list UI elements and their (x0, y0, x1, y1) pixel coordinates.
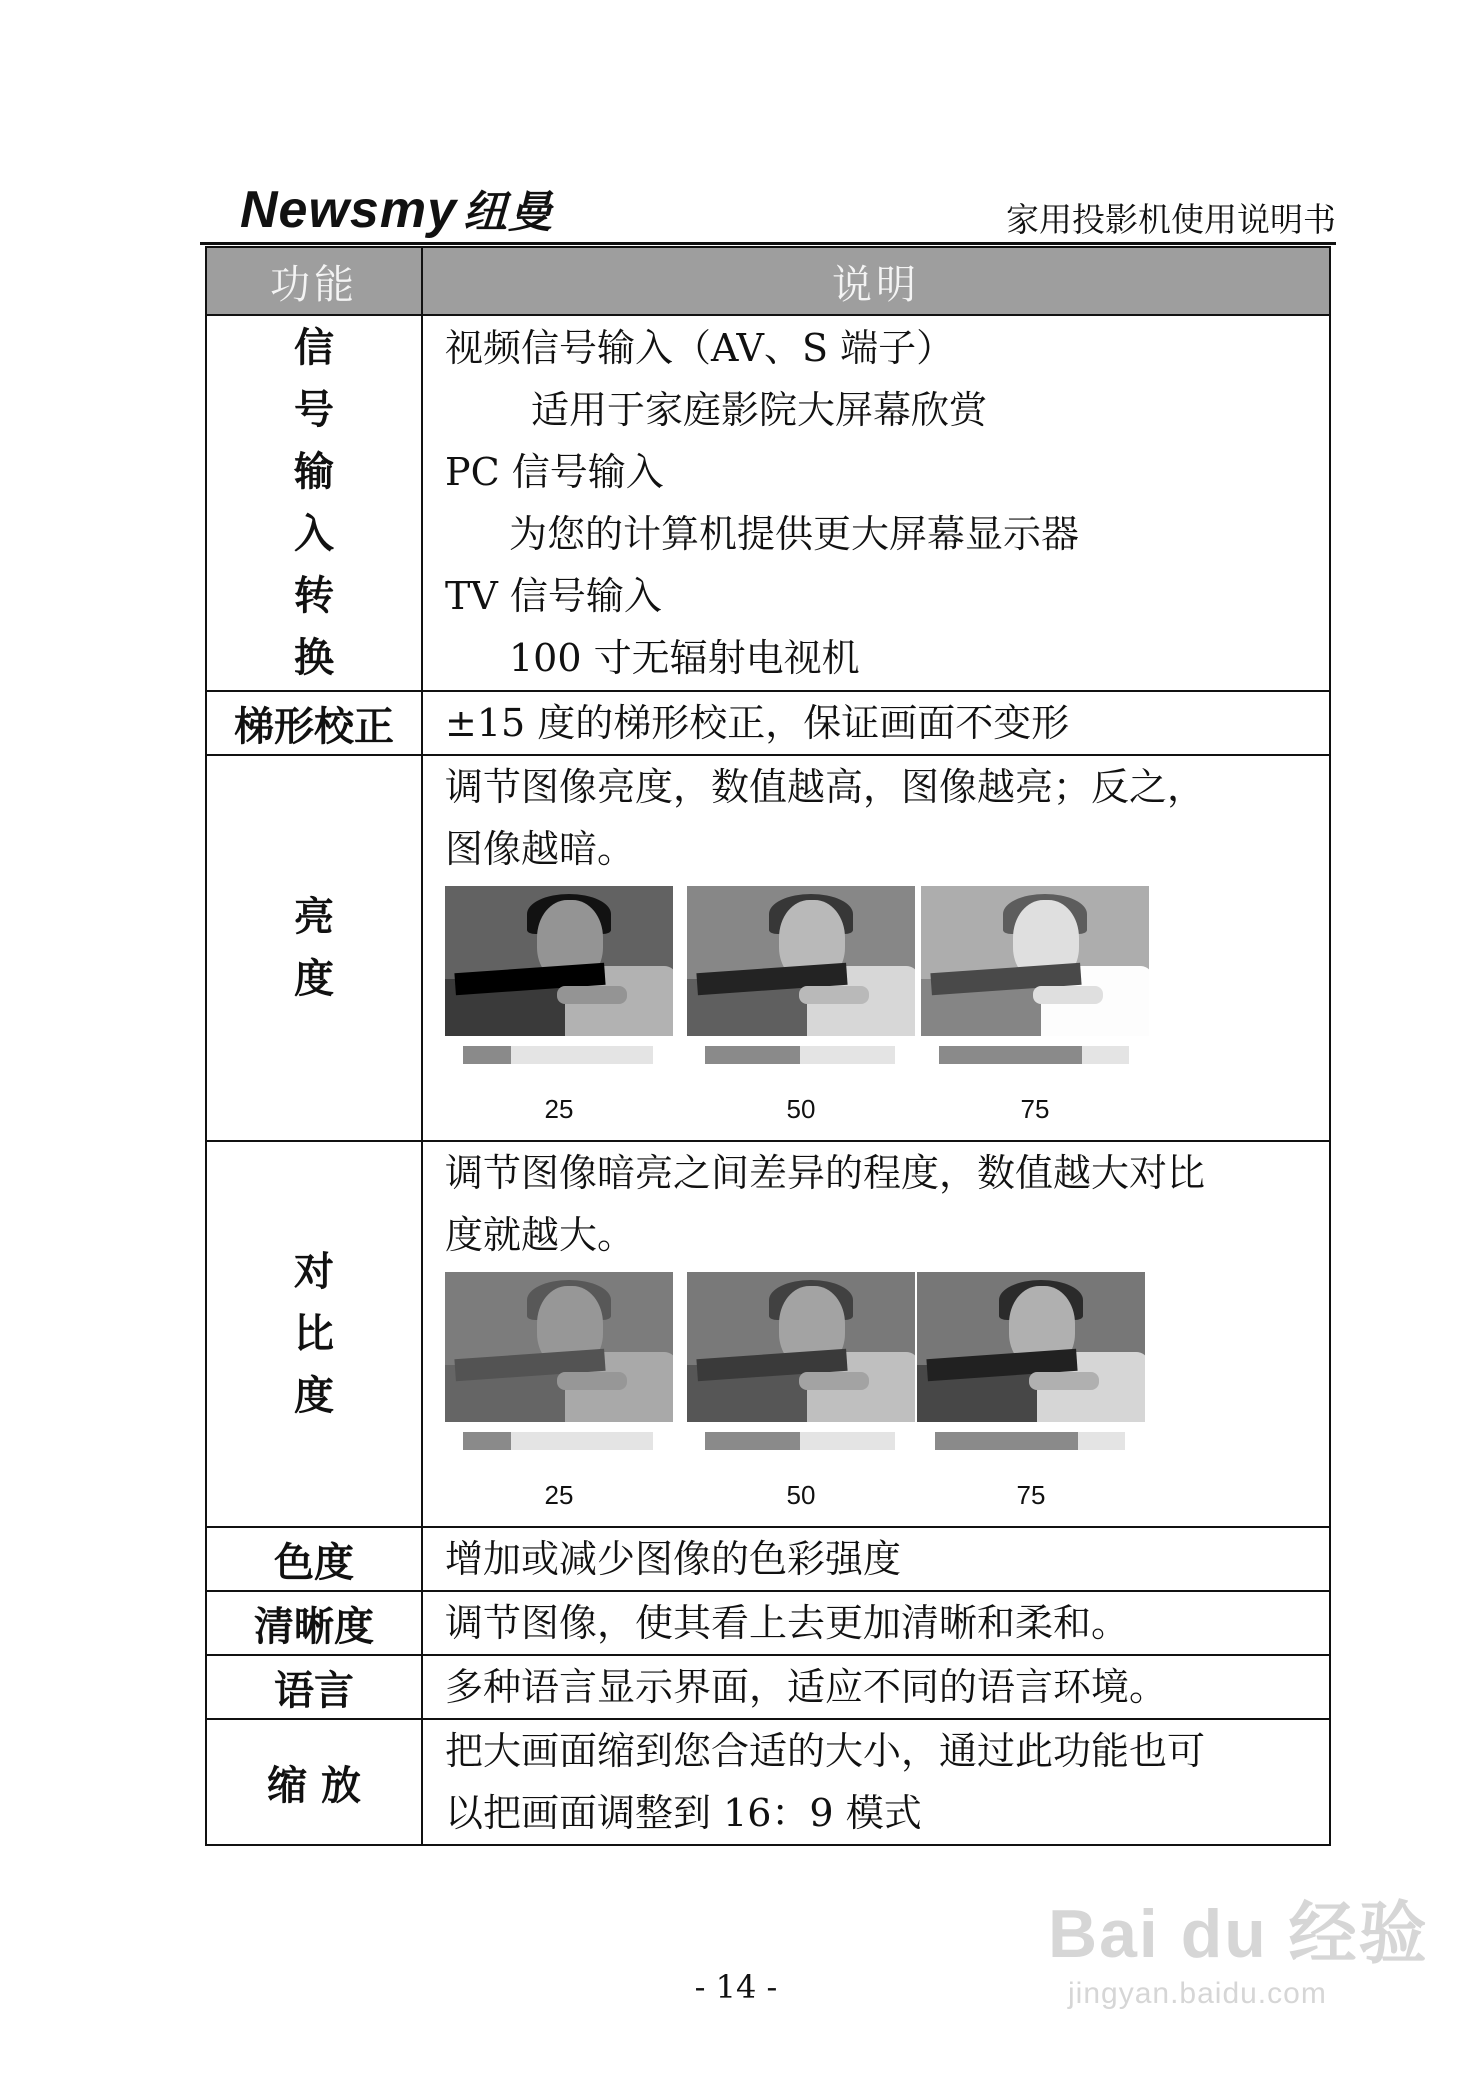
brand-logo: Newsmy 纽曼 (240, 181, 553, 239)
function-char: 亮 (294, 893, 334, 940)
level-bar (463, 1046, 653, 1064)
table-row (206, 755, 1330, 1141)
level-bar (463, 1432, 653, 1450)
level-value: 25 (544, 1480, 574, 1510)
description-line: 调节图像亮度，数值越高，图像越亮；反之， (445, 765, 1206, 809)
column-header-function: 功能 (206, 247, 422, 315)
level-bar-fill (705, 1432, 800, 1450)
description-line: 以把画面调整到 16：9 模式 (445, 1791, 922, 1835)
description-line: 适用于家庭影院大屏幕欣赏 (531, 388, 988, 432)
description-cell (422, 1141, 1330, 1527)
sample-thumbnail (921, 886, 1149, 1140)
description-line: 多种语言显示界面，适应不同的语言环境。 (445, 1665, 1168, 1709)
level-value: 50 (786, 1094, 816, 1124)
description-cell (422, 1591, 1330, 1655)
page-header (200, 176, 1336, 244)
level-bar (939, 1046, 1129, 1064)
table-row (206, 1655, 1330, 1719)
description-cell (422, 1655, 1330, 1719)
description-line: ±15 度的梯形校正，保证画面不变形 (445, 701, 1070, 745)
sample-photo (917, 1272, 1145, 1422)
table-row (206, 315, 1330, 691)
level-bar-fill (705, 1046, 800, 1064)
sample-photo (687, 1272, 915, 1422)
function-char: 对 (294, 1248, 334, 1295)
watermark (1048, 1880, 1429, 2011)
document-title: 家用投影机使用说明书 (1006, 200, 1336, 239)
function-char: 入 (294, 510, 334, 557)
level-bar-fill (935, 1432, 1078, 1450)
function-cell: 清晰度 (206, 1591, 422, 1655)
function-cell: 色度 (206, 1527, 422, 1591)
sample-photo (445, 886, 673, 1036)
function-cell: 缩 放 (206, 1719, 422, 1845)
level-value: 75 (1016, 1480, 1046, 1510)
table-row (206, 691, 1330, 755)
function-char: 号 (294, 386, 334, 433)
description-line: 视频信号输入（AV、S 端子） (445, 326, 955, 370)
function-cell: 语言 (206, 1655, 422, 1719)
function-char: 比 (294, 1310, 334, 1357)
watermark-url: jingyan.baidu.com (1068, 1977, 1327, 2010)
sample-photo (445, 1272, 673, 1422)
sample-photo (687, 886, 915, 1036)
function-char: 度 (294, 1372, 334, 1419)
description-line: 调节图像，使其看上去更加清晰和柔和。 (445, 1601, 1130, 1645)
table-row (206, 1141, 1330, 1527)
function-cell: 梯形校正 (206, 691, 422, 755)
function-cell (206, 315, 422, 691)
level-bar-fill (463, 1046, 511, 1064)
description-line: TV 信号输入 (445, 574, 662, 618)
header-divider (200, 242, 1336, 245)
description-cell (422, 1527, 1330, 1591)
sample-images (445, 1272, 1329, 1522)
level-value: 50 (786, 1480, 816, 1510)
function-char: 转 (294, 572, 334, 619)
description-line: 图像越暗。 (445, 827, 636, 871)
description-line: 100 寸无辐射电视机 (509, 636, 860, 680)
description-line: 为您的计算机提供更大屏幕显示器 (509, 512, 1080, 556)
description-cell (422, 1719, 1330, 1845)
table-row (206, 1527, 1330, 1591)
sample-thumbnail (687, 1272, 915, 1526)
level-bar-fill (939, 1046, 1082, 1064)
sample-thumbnail (445, 886, 673, 1140)
level-value: 75 (1020, 1094, 1050, 1124)
page-number: - 14 - (694, 1968, 778, 2006)
sample-thumbnail (445, 1272, 673, 1526)
table-row (206, 1591, 1330, 1655)
table-header-row (206, 247, 1330, 315)
function-char: 输 (294, 448, 334, 495)
sample-thumbnail (687, 886, 915, 1140)
description-cell (422, 755, 1330, 1141)
sample-images (445, 886, 1329, 1136)
description-line: 调节图像暗亮之间差异的程度，数值越大对比 (445, 1151, 1206, 1195)
level-bar (705, 1432, 895, 1450)
description-cell (422, 691, 1330, 755)
level-value: 25 (544, 1094, 574, 1124)
function-cell (206, 755, 422, 1141)
column-header-description: 说明 (422, 247, 1330, 315)
watermark-brand: Bai du 经验 (1048, 1896, 1429, 1972)
level-bar-fill (463, 1432, 511, 1450)
description-line: 把大画面缩到您合适的大小，通过此功能也可 (445, 1729, 1206, 1773)
description-line: PC 信号输入 (445, 450, 664, 494)
function-char: 换 (294, 634, 334, 681)
level-bar (705, 1046, 895, 1064)
description-line: 增加或减少图像的色彩强度 (445, 1537, 902, 1581)
level-bar (935, 1432, 1125, 1450)
sample-photo (921, 886, 1149, 1036)
function-cell (206, 1141, 422, 1527)
table-row (206, 1719, 1330, 1845)
description-line: 度就越大。 (445, 1213, 636, 1257)
function-table (205, 246, 1331, 1846)
function-char: 信 (294, 324, 334, 371)
description-cell (422, 315, 1330, 691)
sample-thumbnail (917, 1272, 1145, 1526)
function-char: 度 (294, 955, 334, 1002)
